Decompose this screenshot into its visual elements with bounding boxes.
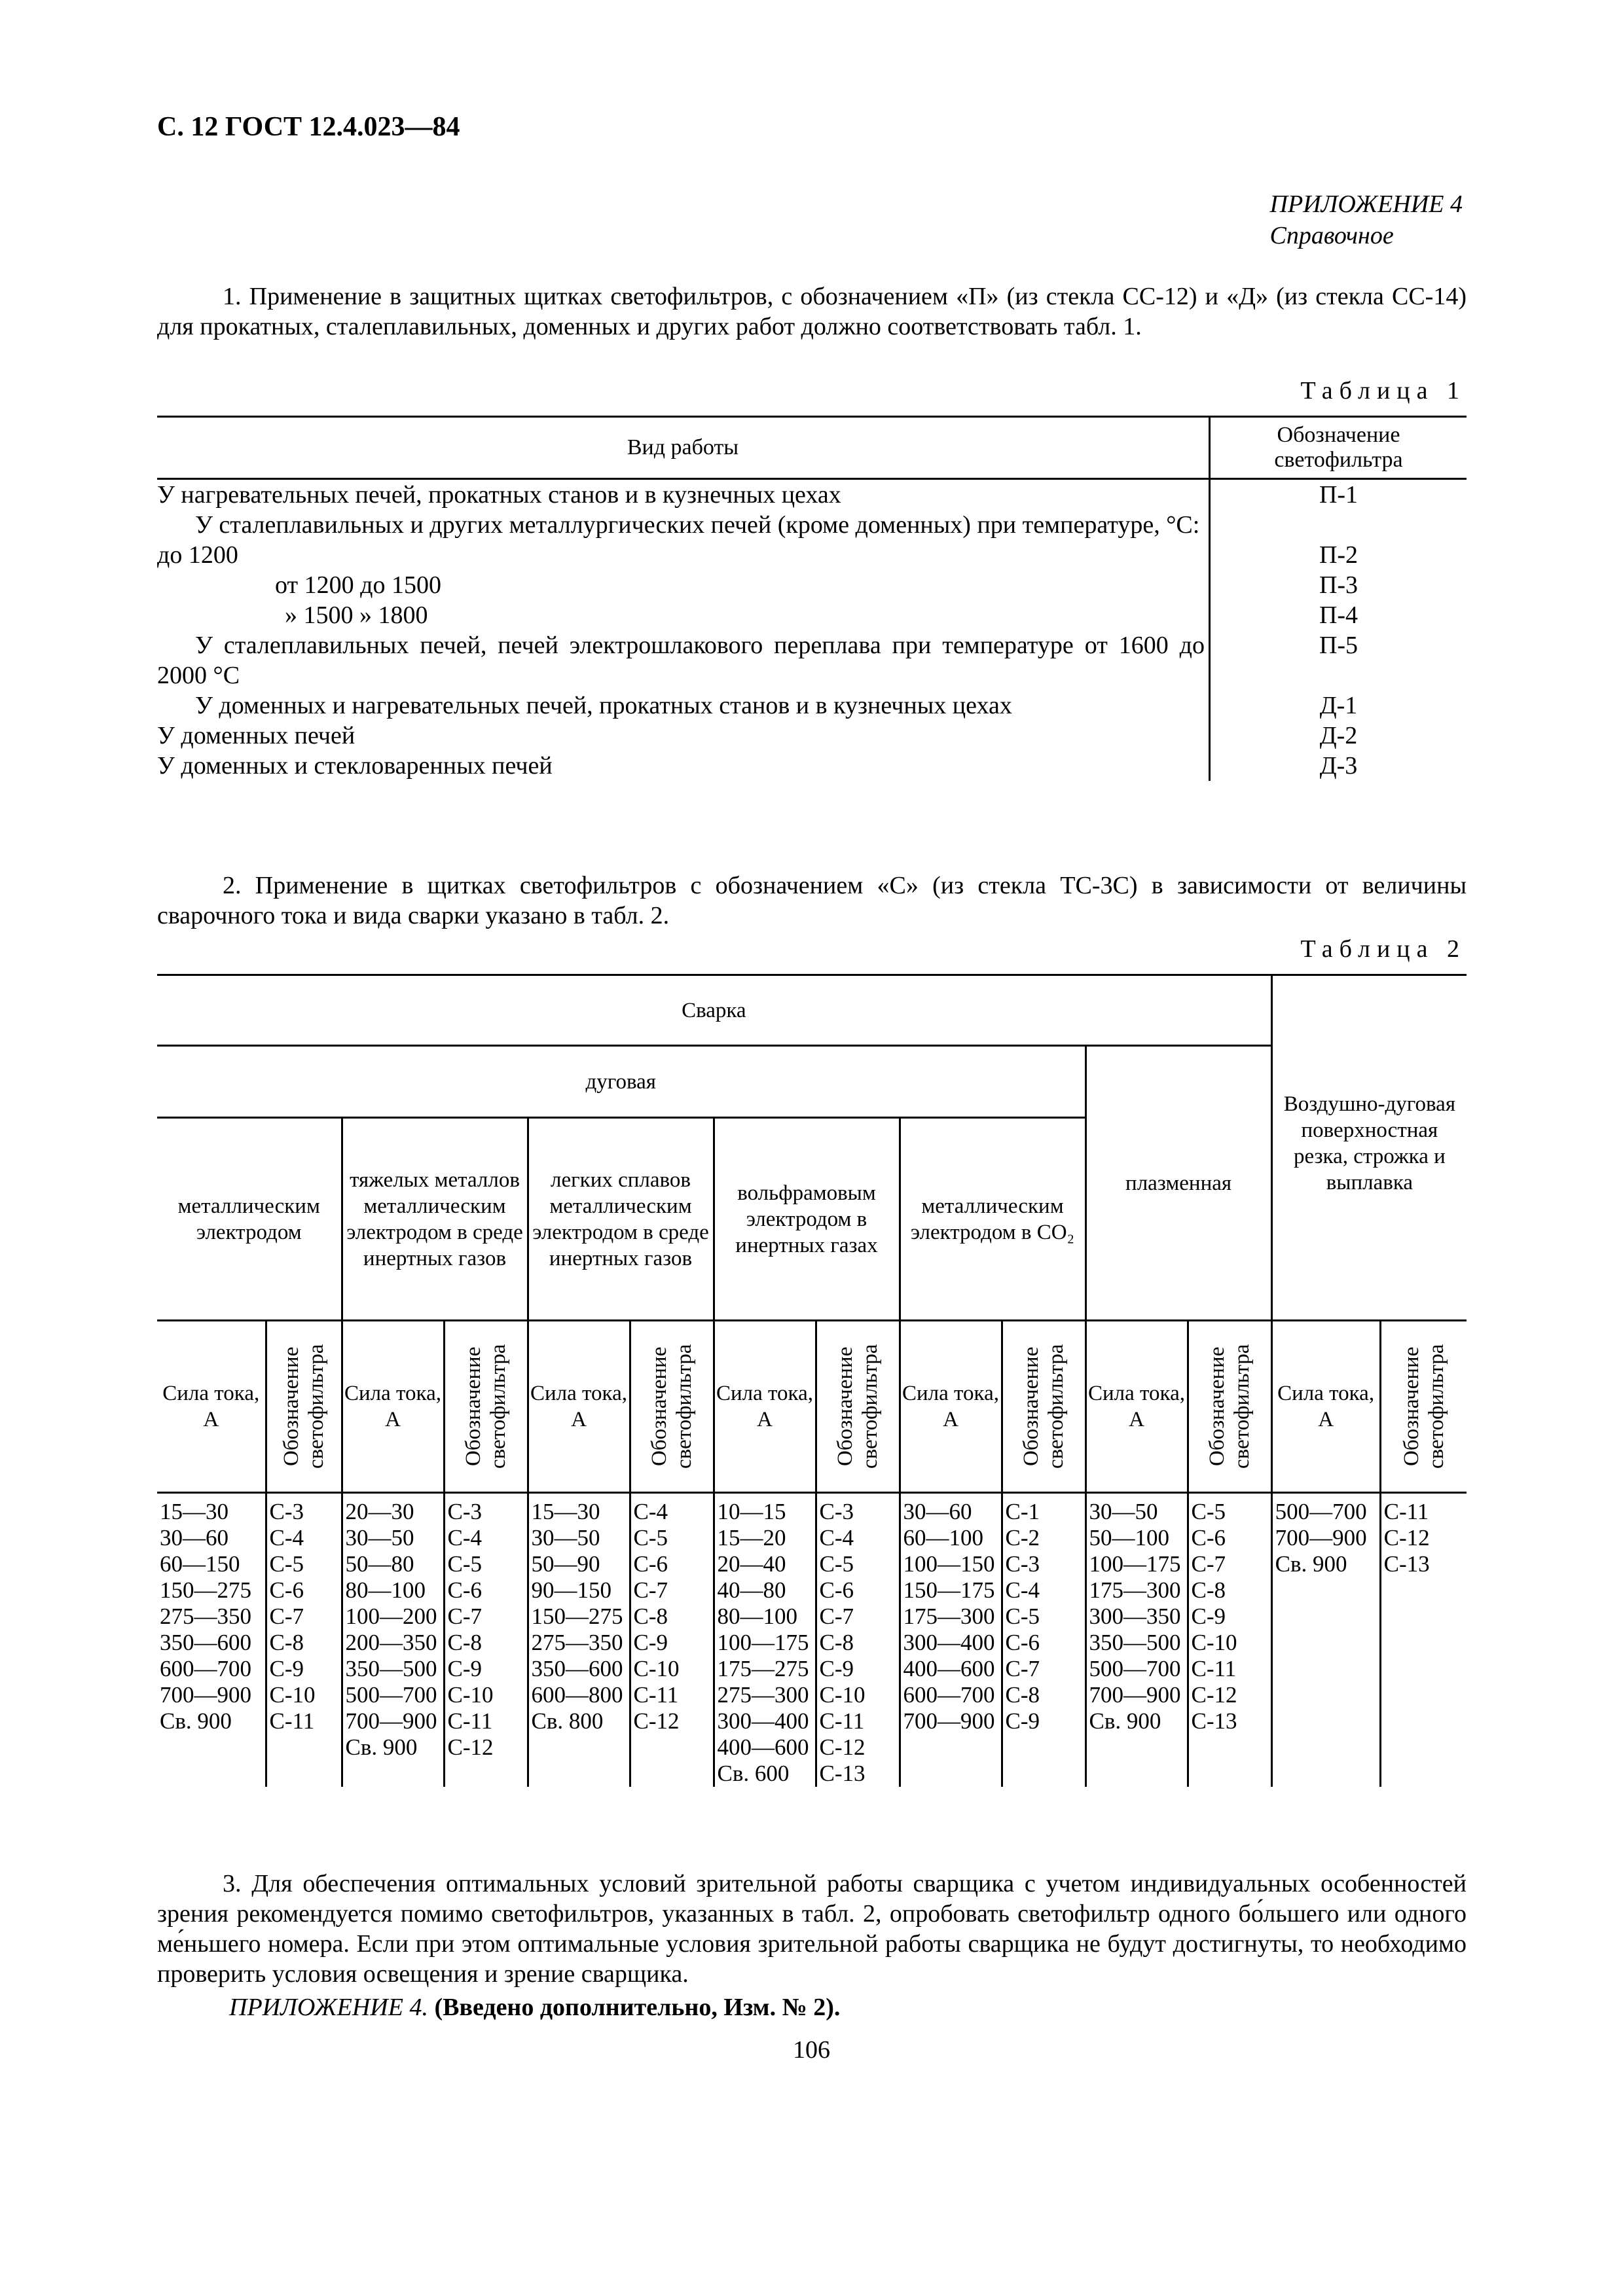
table1-row-code: П-5 bbox=[1319, 632, 1359, 659]
table1-row-code: П-4 bbox=[1319, 601, 1359, 629]
table1-row-work bbox=[157, 630, 1210, 691]
current-values: 15—30 30—60 60—150 150—275 275—350 350—600 600—700 700—900 Св. 900 bbox=[157, 1493, 266, 1787]
table1-row-work: до 1200 bbox=[157, 540, 1210, 570]
header-current: Сила тока, А bbox=[528, 1321, 630, 1493]
header-filter bbox=[816, 1321, 900, 1493]
table-1 bbox=[157, 416, 1467, 781]
header-welding: Сварка bbox=[157, 975, 1271, 1046]
table1-row-code bbox=[1210, 510, 1467, 540]
header-current: Сила тока, А bbox=[1271, 1321, 1380, 1493]
header-group-light-alloys: легких сплавов металлическим электродом в среде инертных газов bbox=[528, 1118, 714, 1321]
table1-row-work: У нагревательных печей, прокатных станов и в кузнечных цехах bbox=[157, 479, 1210, 511]
header-current: Сила тока, А bbox=[342, 1321, 444, 1493]
table1-row-work bbox=[157, 510, 1210, 540]
table1-row-code: Д-1 bbox=[1319, 692, 1358, 719]
header-filter bbox=[1380, 1321, 1467, 1493]
filter-values: С-11 С-12 С-13 bbox=[1380, 1493, 1467, 1787]
header-filter-text: Обозначение светофильтра bbox=[1399, 1344, 1448, 1469]
table1-row-work: от 1200 до 1500 bbox=[157, 570, 1210, 600]
table1-row-code: Д-2 bbox=[1319, 722, 1358, 749]
header-group-tungsten: вольфрамовым электродом в инертных газах bbox=[714, 1118, 900, 1321]
page-number: 106 bbox=[793, 2036, 830, 2064]
header-air-arc: Воздушно-дуговая поверхностная резка, строжка и выплавка bbox=[1271, 975, 1467, 1321]
filter-values: С-3 С-4 С-5 С-6 С-7 С-8 С-9 С-10 С-11 С-12 С-13 bbox=[816, 1493, 900, 1787]
header-filter-text: Обозначение светофильтра bbox=[1205, 1344, 1254, 1469]
header-group-heavy-metals: тяжелых металлов металлическим электродом в среде инертных газов bbox=[342, 1118, 528, 1321]
filter-values: С-3 С-4 С-5 С-6 С-7 С-8 С-9 С-10 С-11 bbox=[266, 1493, 342, 1787]
table1-row-text: У доменных и нагревательных печей, прокатных станов и в кузнечных цехах bbox=[195, 692, 1012, 719]
current-values: 20—30 30—50 50—80 80—100 100—200 200—350 350—500 500—700 700—900 Св. 900 bbox=[342, 1493, 444, 1787]
header-filter bbox=[444, 1321, 528, 1493]
table1-row-work: У доменных печей bbox=[157, 721, 1210, 751]
table1-header-filter: Обозначение светофильтра bbox=[1210, 417, 1467, 479]
table1-row-code: П-3 bbox=[1319, 571, 1359, 599]
header-filter bbox=[266, 1321, 342, 1493]
table2-title: Таблица 2 bbox=[1300, 935, 1466, 963]
header-current: Сила тока, А bbox=[900, 1321, 1002, 1493]
header-current: Сила тока, А bbox=[157, 1321, 266, 1493]
filter-values: С-1 С-2 С-3 С-4 С-5 С-6 С-7 С-8 С-9 bbox=[1002, 1493, 1085, 1787]
table1-row-work: » 1500 » 1800 bbox=[157, 600, 1210, 630]
paragraph-3: 3. Для обеспечения оптимальных условий зрительной работы сварщика с учетом индивидуальных особенностей зрения рекомендуется помимо светофильтров, указанных в табл. 2, опробовать светофильтр одного бо́льшего или одного ме́ньшего номера. Если при этом оптимальные условия зрительной работы сварщика не будут достигнуты, то необходимо проверить условия освещения и зрение сварщика. bbox=[157, 1870, 1467, 1988]
table1-row-work: У доменных и стекловаренных печей bbox=[157, 751, 1210, 781]
header-filter bbox=[1188, 1321, 1271, 1493]
header-current: Сила тока, А bbox=[714, 1321, 816, 1493]
filter-values: С-5 С-6 С-7 С-8 С-9 С-10 С-11 С-12 С-13 bbox=[1188, 1493, 1271, 1787]
header-current: Сила тока, А bbox=[1085, 1321, 1188, 1493]
footnote-label: ПРИЛОЖЕНИЕ 4. bbox=[229, 1994, 428, 2021]
current-values: 500—700 700—900 Св. 900 bbox=[1271, 1493, 1380, 1787]
footnote-text: (Введено дополнительно, Изм. № 2). bbox=[434, 1994, 841, 2021]
header-filter-text: Обозначение светофильтра bbox=[462, 1344, 510, 1469]
filter-values: С-4 С-5 С-6 С-7 С-8 С-9 С-10 С-11 С-12 bbox=[630, 1493, 714, 1787]
table1-row-code: П-2 bbox=[1319, 541, 1359, 569]
table1-row-work bbox=[157, 691, 1210, 721]
table1-row-code: Д-3 bbox=[1319, 752, 1358, 780]
appendix-label bbox=[1270, 188, 1463, 251]
header-group-metal-electrode: металлическим электродом bbox=[157, 1118, 342, 1321]
table1-row-text: У сталеплавильных печей, печей электрошлакового переплава при температуре от 1600 до 2000 °С bbox=[157, 632, 1205, 689]
filter-values: С-3 С-4 С-5 С-6 С-7 С-8 С-9 С-10 С-11 С-12 bbox=[444, 1493, 528, 1787]
table1-row-code: П-1 bbox=[1319, 481, 1359, 509]
header-group-co2: металлическим электродом в СО₂ bbox=[900, 1118, 1085, 1321]
header-filter-text: Обозначение светофильтра bbox=[280, 1344, 328, 1469]
current-values: 10—15 15—20 20—40 40—80 80—100 100—175 175—275 275—300 300—400 400—600 Св. 600 bbox=[714, 1493, 816, 1787]
appendix-title: ПРИЛОЖЕНИЕ 4 bbox=[1269, 190, 1463, 218]
current-values: 15—30 30—50 50—90 90—150 150—275 275—350 350—600 600—800 Св. 800 bbox=[528, 1493, 630, 1787]
table1-row-text: У сталеплавильных и других металлургических печей (кроме доменных) при температуре, °С: bbox=[195, 511, 1200, 539]
header-filter-text: Обозначение светофильтра bbox=[1019, 1344, 1068, 1469]
current-values: 30—50 50—100 100—175 175—300 300—350 350—500 500—700 700—900 Св. 900 bbox=[1085, 1493, 1188, 1787]
header-filter-text: Обозначение светофильтра bbox=[647, 1344, 696, 1469]
paragraph-1: 1. Применение в защитных щитках светофильтров, с обозначением «П» (из стекла СС-12) и «Д» (из стекла СС-14) для прокатных, сталеплавильных, доменных и других работ должно соответствовать табл. 1. bbox=[157, 283, 1467, 340]
header-arc: дуговая bbox=[157, 1046, 1085, 1118]
header-plasma: плазменная bbox=[1085, 1046, 1271, 1321]
table1-title: Таблица 1 bbox=[1300, 377, 1466, 404]
header-filter-text: Обозначение светофильтра bbox=[833, 1344, 882, 1469]
appendix-kind: Справочное bbox=[1269, 222, 1394, 249]
page-header: С. 12 ГОСТ 12.4.023—84 bbox=[157, 112, 460, 142]
footnote bbox=[229, 1993, 840, 2022]
header-filter bbox=[630, 1321, 714, 1493]
table1-header-work: Вид работы bbox=[157, 417, 1210, 479]
current-values: 30—60 60—100 100—150 150—175 175—300 300—400 400—600 600—700 700—900 bbox=[900, 1493, 1002, 1787]
header-filter bbox=[1002, 1321, 1085, 1493]
paragraph-2: 2. Применение в щитках светофильтров с обозначением «С» (из стекла ТС-3С) в зависимости от величины сварочного тока и вида сварки указано в табл. 2. bbox=[157, 872, 1467, 929]
table-2 bbox=[157, 974, 1467, 1787]
